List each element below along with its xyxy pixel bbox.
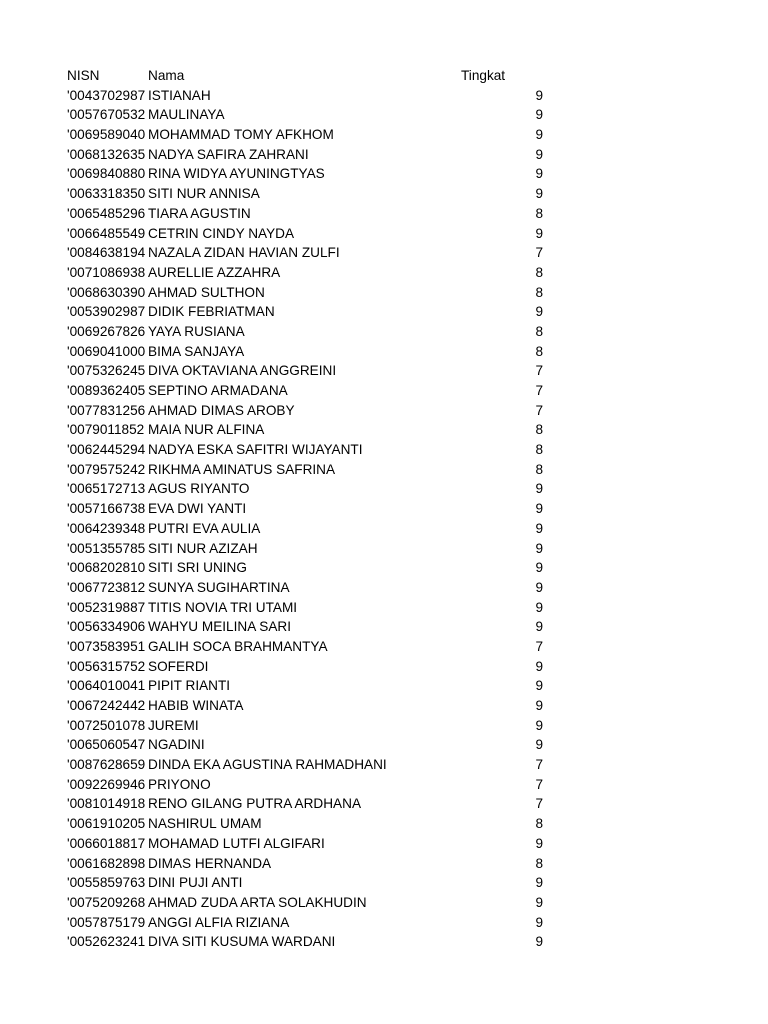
tingkat-cell: 8	[535, 461, 543, 477]
nisn-cell: '0066485549	[67, 225, 146, 241]
tingkat-cell: 9	[535, 186, 543, 202]
tingkat-cell: 7	[535, 796, 543, 812]
nisn-cell: '0069589040	[67, 127, 146, 143]
table-row	[67, 342, 547, 362]
nisn-cell: '0071086938	[67, 264, 146, 280]
tingkat-cell: 7	[535, 383, 543, 398]
table-row	[67, 932, 547, 952]
nama-cell: ANGGI ALFIA RIZIANA	[148, 914, 290, 930]
table-row	[67, 263, 547, 283]
tingkat-cell: 9	[535, 481, 543, 497]
nisn-cell: '0064239348	[67, 520, 146, 536]
tingkat-cell: 8	[535, 205, 543, 221]
nisn-cell: '0057875179	[67, 914, 146, 930]
nisn-cell: '0092269946	[67, 776, 146, 792]
nisn-cell: '0073583951	[67, 638, 146, 654]
nisn-cell: '0068202810	[67, 560, 146, 576]
tingkat-cell: 9	[535, 934, 543, 950]
table-row	[67, 794, 547, 814]
table-body	[67, 86, 547, 952]
table-row	[67, 204, 547, 224]
table-row	[67, 86, 547, 106]
nama-cell: AHMAD DIMAS AROBY	[148, 402, 295, 418]
nama-cell: MOHAMAD LUTFI ALGIFARI	[148, 835, 325, 851]
nama-cell: TITIS NOVIA TRI UTAMI	[148, 599, 298, 615]
nama-cell: MAIA NUR ALFINA	[148, 422, 265, 438]
table-row	[67, 105, 547, 125]
nama-cell: SITI SRI UNING	[148, 560, 247, 576]
nisn-cell: '0068630390	[67, 284, 146, 300]
nama-cell: SITI NUR AZIZAH	[148, 540, 258, 556]
table-row	[67, 755, 547, 775]
nama-cell: NAZALA ZIDAN HAVIAN ZULFI	[148, 245, 340, 261]
table-row	[67, 479, 547, 499]
header-nama: Nama	[148, 68, 185, 83]
table-row	[67, 283, 547, 303]
tingkat-cell: 9	[535, 579, 543, 595]
nama-cell: RENO GILANG PUTRA ARDHANA	[148, 796, 362, 812]
nama-cell: AHMAD ZUDA ARTA SOLAKHUDIN	[148, 894, 367, 910]
tingkat-cell: 8	[535, 816, 543, 832]
tingkat-cell: 9	[535, 501, 543, 517]
nama-cell: NADYA SAFIRA ZAHRANI	[148, 146, 309, 162]
table-row	[67, 913, 547, 933]
table-row	[67, 499, 547, 519]
table-row	[67, 361, 547, 381]
nama-cell: TIARA AGUSTIN	[148, 205, 251, 221]
table-row	[67, 893, 547, 913]
tingkat-cell: 9	[535, 225, 543, 241]
tingkat-cell: 9	[535, 520, 543, 536]
table-row	[67, 598, 547, 618]
table-row	[67, 322, 547, 342]
nisn-cell: '0065485296	[67, 205, 146, 221]
nama-cell: RINA WIDYA AYUNINGTYAS	[148, 166, 325, 182]
tingkat-cell: 7	[535, 363, 543, 379]
table-row	[67, 125, 547, 145]
table-row	[67, 243, 547, 263]
nisn-cell: '0057166738	[67, 501, 146, 517]
tingkat-cell: 9	[535, 875, 543, 891]
nama-cell: DINI PUJI ANTI	[148, 875, 243, 891]
nama-cell: SUNYA SUGIHARTINA	[148, 579, 290, 595]
nisn-cell: '0084638194	[67, 245, 146, 261]
table-row	[67, 834, 547, 854]
header-tingkat: Tingkat	[461, 68, 506, 83]
nisn-cell: '0052319887	[67, 599, 146, 615]
nisn-cell: '0064010041	[67, 678, 146, 694]
nama-cell: SEPTINO ARMADANA	[148, 383, 288, 398]
nisn-cell: '0079575242	[67, 461, 146, 477]
tingkat-cell: 7	[535, 776, 543, 792]
nisn-cell: '0089362405	[67, 383, 146, 398]
tingkat-cell: 9	[535, 560, 543, 576]
table-row	[67, 420, 547, 440]
tingkat-cell: 7	[535, 402, 543, 418]
nisn-cell: '0061682898	[67, 855, 146, 871]
table-row	[67, 164, 547, 184]
nisn-cell: '0063318350	[67, 186, 146, 202]
nama-cell: PUTRI EVA AULIA	[148, 520, 261, 536]
table-row	[67, 617, 547, 637]
nisn-cell: '0043702987	[67, 87, 146, 103]
nisn-cell: '0066018817	[67, 835, 146, 851]
student-list-sheet	[67, 66, 547, 952]
nama-cell: GALIH SOCA BRAHMANTYA	[148, 638, 328, 654]
table-row	[67, 716, 547, 736]
tingkat-cell: 7	[535, 638, 543, 654]
nama-cell: SITI NUR ANNISA	[148, 186, 260, 202]
tingkat-cell: 7	[535, 757, 543, 773]
tingkat-cell: 8	[535, 323, 543, 339]
nisn-cell: '0072501078	[67, 717, 146, 733]
nisn-cell: '0077831256	[67, 402, 146, 418]
nisn-cell: '0075326245	[67, 363, 146, 379]
nama-cell: EVA DWI YANTI	[148, 501, 247, 517]
tingkat-cell: 8	[535, 422, 543, 438]
tingkat-cell: 8	[535, 442, 543, 458]
tingkat-cell: 9	[535, 540, 543, 556]
nisn-cell: '0067242442	[67, 698, 146, 713]
nama-cell: AGUS RIYANTO	[148, 481, 250, 497]
nisn-cell: '0061910205	[67, 816, 146, 832]
table-row	[67, 578, 547, 598]
nama-cell: BIMA SANJAYA	[148, 343, 245, 359]
nama-cell: DIVA OKTAVIANA ANGGREINI	[148, 363, 337, 379]
tingkat-cell: 9	[535, 166, 543, 182]
tingkat-cell: 8	[535, 264, 543, 280]
nisn-cell: '0056315752	[67, 658, 146, 674]
tingkat-cell: 9	[535, 107, 543, 123]
nama-cell: AURELLIE AZZAHRA	[148, 264, 281, 280]
table-row	[67, 145, 547, 165]
table-row	[67, 854, 547, 874]
nisn-cell: '0057670532	[67, 107, 146, 123]
tingkat-cell: 9	[535, 658, 543, 674]
tingkat-cell: 8	[535, 284, 543, 300]
nisn-cell: '0067723812	[67, 579, 146, 595]
nama-cell: JUREMI	[148, 717, 199, 733]
table-row	[67, 814, 547, 834]
nama-cell: DIMAS HERNANDA	[148, 855, 272, 871]
nisn-cell: '0065060547	[67, 737, 146, 753]
table-row	[67, 184, 547, 204]
nisn-cell: '0069840880	[67, 166, 146, 182]
tingkat-cell: 9	[535, 737, 543, 753]
nama-cell: SOFERDI	[148, 658, 209, 674]
nama-cell: PRIYONO	[148, 776, 211, 792]
nisn-cell: '0068132635	[67, 146, 146, 162]
tingkat-cell: 7	[535, 245, 543, 261]
nama-cell: DIVA SITI KUSUMA WARDANI	[148, 934, 336, 950]
table-row	[67, 775, 547, 795]
nama-cell: DIDIK FEBRIATMAN	[148, 304, 275, 320]
nama-cell: YAYA RUSIANA	[148, 323, 245, 339]
tingkat-cell: 9	[535, 146, 543, 162]
table-row	[67, 381, 547, 401]
table-row	[67, 224, 547, 244]
table-row	[67, 696, 547, 716]
nisn-cell: '0062445294	[67, 442, 146, 458]
nama-cell: ISTIANAH	[148, 87, 211, 103]
nama-cell: PIPIT RIANTI	[148, 678, 231, 694]
nama-cell: NGADINI	[148, 737, 205, 753]
table-row	[67, 637, 547, 657]
table-row	[67, 302, 547, 322]
nisn-cell: '0052623241	[67, 934, 146, 950]
nisn-cell: '0065172713	[67, 481, 146, 497]
table-row	[67, 460, 547, 480]
nama-cell: WAHYU MEILINA SARI	[148, 619, 292, 635]
nisn-cell: '0079011852	[67, 422, 145, 438]
nisn-cell: '0056334906	[67, 619, 146, 635]
tingkat-cell: 8	[535, 855, 543, 871]
table-row	[67, 873, 547, 893]
nisn-cell: '0075209268	[67, 894, 146, 910]
nama-cell: NASHIRUL UMAM	[148, 816, 262, 832]
tingkat-cell: 9	[535, 87, 543, 103]
nama-cell: DINDA EKA AGUSTINA RAHMADHANI	[148, 757, 387, 773]
nisn-cell: '0069267826	[67, 323, 146, 339]
tingkat-cell: 9	[535, 619, 543, 635]
tingkat-cell: 9	[535, 835, 543, 851]
nisn-cell: '0087628659	[67, 757, 146, 773]
tingkat-cell: 8	[535, 343, 543, 359]
table-row	[67, 558, 547, 578]
table-row	[67, 519, 547, 539]
header-nisn: NISN	[67, 68, 100, 83]
table-row	[67, 539, 547, 559]
header-row	[67, 66, 547, 86]
tingkat-cell: 9	[535, 127, 543, 143]
nisn-cell: '0081014918	[67, 796, 146, 812]
nama-cell: RIKHMA AMINATUS SAFRINA	[148, 461, 336, 477]
nama-cell: MOHAMMAD TOMY AFKHOM	[148, 127, 334, 143]
nama-cell: HABIB WINATA	[148, 698, 244, 713]
nama-cell: CETRIN CINDY NAYDA	[148, 225, 295, 241]
nisn-cell: '0055859763	[67, 875, 146, 891]
tingkat-cell: 9	[535, 304, 543, 320]
nama-cell: MAULINAYA	[148, 107, 225, 123]
nisn-cell: '0051355785	[67, 540, 146, 556]
table-row	[67, 657, 547, 677]
table-row	[67, 735, 547, 755]
tingkat-cell: 9	[535, 678, 543, 694]
nisn-cell: '0053902987	[67, 304, 146, 320]
nama-cell: NADYA ESKA SAFITRI WIJAYANTI	[148, 442, 363, 458]
tingkat-cell: 9	[535, 894, 543, 910]
tingkat-cell: 9	[535, 599, 543, 615]
nisn-cell: '0069041000	[67, 343, 146, 359]
tingkat-cell: 9	[535, 698, 543, 713]
table-row	[67, 440, 547, 460]
tingkat-cell: 9	[535, 914, 543, 930]
nama-cell: AHMAD SULTHON	[148, 284, 265, 300]
tingkat-cell: 9	[535, 717, 543, 733]
table-row	[67, 676, 547, 696]
table-row	[67, 401, 547, 421]
